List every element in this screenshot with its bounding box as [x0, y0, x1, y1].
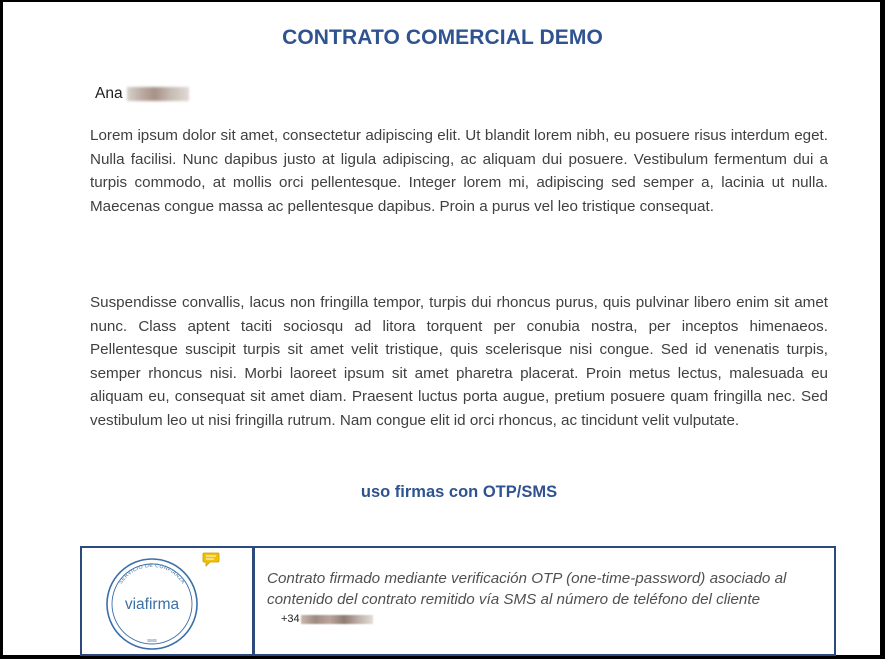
- phone-prefix: +34: [281, 613, 300, 625]
- redacted-phone-number: [301, 615, 373, 624]
- signature-description: [267, 569, 827, 632]
- seal-ring-text: SERVICIO DE CONFIANZA: [117, 562, 187, 586]
- seal-box: [80, 546, 254, 656]
- signature-heading: uso firmas con OTP/SMS: [360, 483, 558, 501]
- document-title: CONTRATO COMERCIAL DEMO: [282, 26, 603, 49]
- chat-bubble-icon: [202, 552, 220, 568]
- recipient-first-name: Ana: [95, 85, 123, 102]
- seal-bottom-text: SMS: [147, 638, 157, 643]
- body-paragraph-1: Lorem ipsum dolor sit amet, consectetur adipiscing elit. Ut blandit lorem nibh, eu posuere risus interdum eget. Nulla facilisi. Nunc dapibus justo at ligula adipiscing, ac aliquam dui posuere. Vestibulum fermentum dui a turpis commodo, at mollis orci pellentesque. Integer lorem mi, adipiscing sed semper a, lacinia ut nulla. Maecenas congue massa ac pellentesque dapibus. Proin a purus vel leo tristique consequat.: [90, 127, 828, 215]
- signature-description-box: [253, 546, 836, 656]
- recipient-name: [95, 85, 189, 103]
- redacted-surname: [127, 87, 189, 101]
- seal-brand: viafirma: [124, 596, 180, 613]
- signature-description-text: Contrato firmado mediante verificación OTP (one-time-password) asociado al contenido del contrato remitido vía SMS al número de teléfono del cliente: [267, 570, 787, 608]
- body-paragraph-2: Suspendisse convallis, lacus non fringilla tempor, turpis dui rhoncus purus, quis pulvinar libero enim sit amet nunc. Class aptent taciti sociosqu ad litora torquent per conubia nostra, per inceptos himenaeos. Pellentesque suscipit turpis sit amet velit tristique, quis scelerisque nisi congue. Sed id venenatis turpis, semper rhoncus nisi. Morbi laoreet ipsum sit amet pharetra placerat. Proin metus lectus, malesuada eu aliquam eu, consequat sit amet diam. Praesent luctus porta augue, pretium posuere quam fringilla nec. Sed vestibulum leo ut nisi fringilla rutrum. Nam congue elit id orci rhoncus, ac tincidunt velit vulputate.: [90, 294, 828, 429]
- viafirma-seal: [102, 553, 202, 653]
- client-phone: [281, 609, 373, 630]
